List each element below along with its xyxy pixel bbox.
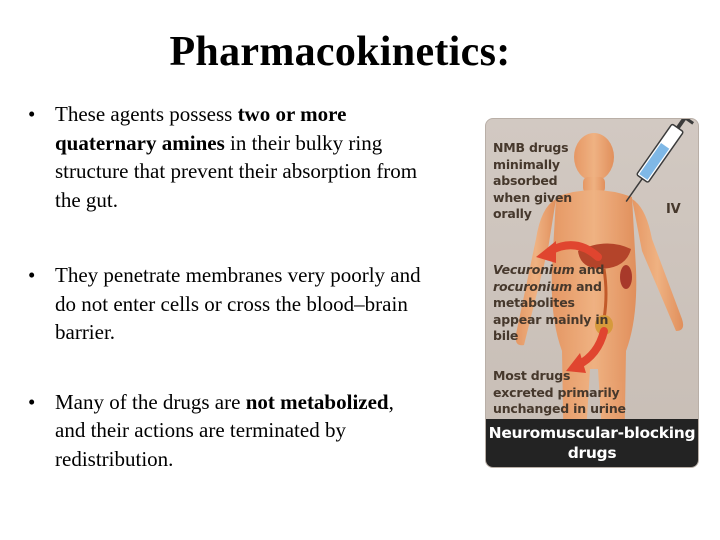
bile-excretion-label: Vecuronium and rocuronium and metabolites appear mainly in bile: [493, 262, 609, 343]
bullet-text-part: Many of the drugs are: [55, 389, 246, 414]
bullet-absorption: [28, 100, 423, 214]
bullet-marker: •: [28, 263, 36, 287]
syringe-icon: [618, 119, 694, 207]
pharmacokinetics-figure: [485, 118, 699, 468]
bullet-text-bold: two or more quaternary amines: [55, 102, 347, 155]
bullet-marker: •: [28, 389, 36, 414]
figure-caption-banner: Neuromuscular-blocking drugs: [486, 419, 698, 467]
bullet-text-part: , and their actions are terminated by redistribution.: [55, 389, 394, 471]
urine-excretion-label: Most drugs excreted primarily unchanged in urine: [493, 368, 626, 416]
bullet-text-part: in their bulky ring structure that prevent their absorption from the gut.: [55, 130, 418, 212]
bullet-metabolism: [28, 388, 423, 474]
bullet-list: [28, 100, 423, 473]
bullet-text-bold: not metabolized: [245, 389, 389, 414]
bullet-text-part: They penetrate membranes very poorly and do not enter cells or cross the blood–brain barrier.: [55, 263, 421, 344]
iv-label: IV: [666, 202, 681, 217]
bullet-marker: •: [28, 102, 36, 126]
slide-title: Pharmacokinetics:: [169, 29, 511, 75]
bullet-text-part: These agents possess: [55, 102, 238, 126]
oral-absorption-label: NMB drugs minimally absorbed when given orally: [493, 140, 572, 221]
bullet-membranes: [28, 261, 423, 347]
